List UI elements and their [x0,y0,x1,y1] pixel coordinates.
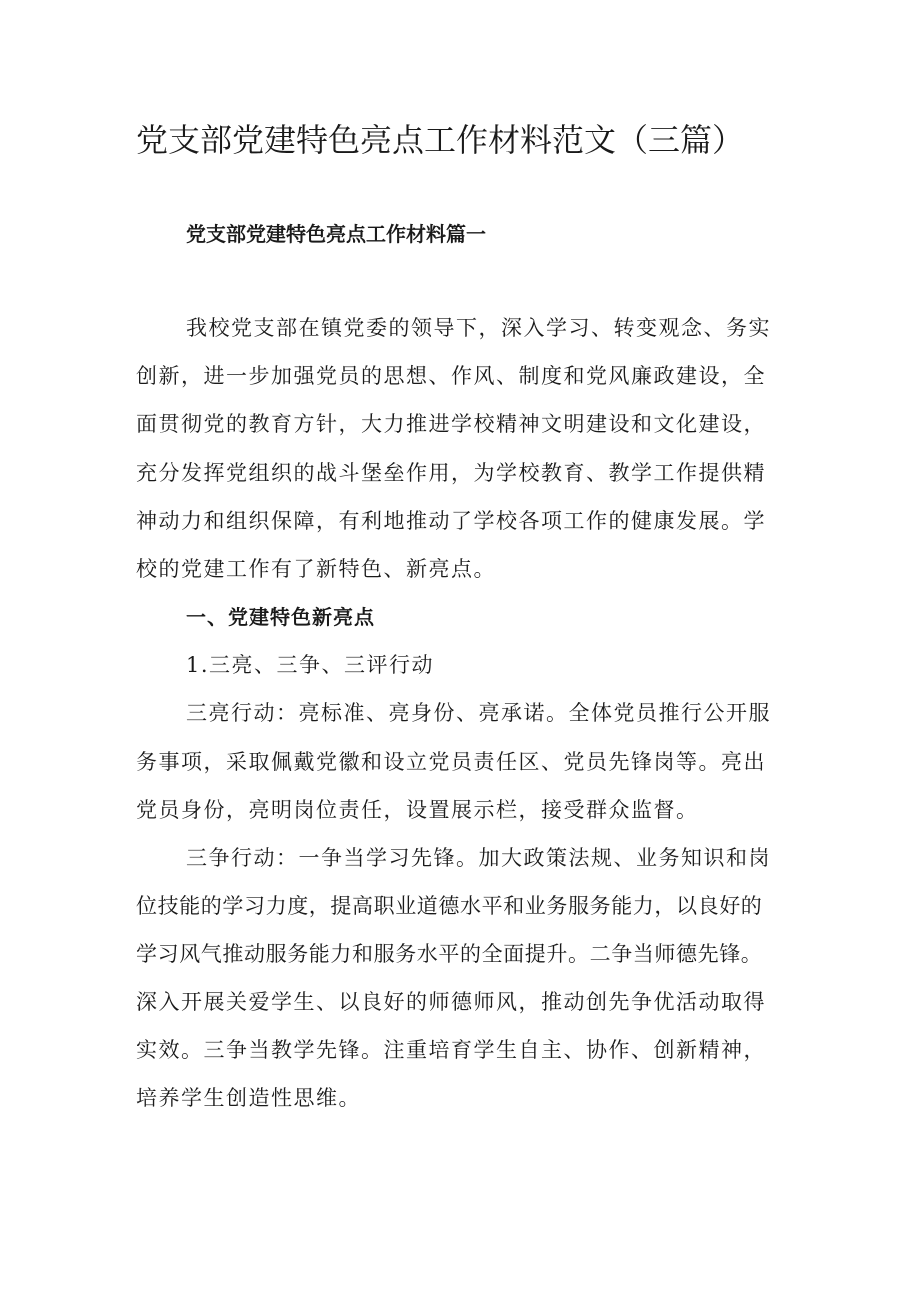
text-line: 培养学生创造性思维。 [136,1086,361,1110]
text-line: 神动力和组织保障，有利地推动了学校各项工作的健康发展。学 [136,509,766,533]
text-line: 充分发挥党组织的战斗堡垒作用，为学校教育、教学工作提供精 [136,461,766,485]
text-line: 面贯彻党的教育方针，大力推进学校精神文明建设和文化建设， [136,412,766,436]
text-line: 三亮行动：亮标准、亮身份、亮承诺。全体党员推行公开服 [186,701,771,725]
text-line: 校的党建工作有了新特色、新亮点。 [136,557,496,581]
text-line: 三争行动：一争当学习先锋。加大政策法规、业务知识和岗 [186,846,771,870]
text-line: 务事项，采取佩戴党徽和设立党员责任区、党员先锋岗等。亮出 [136,750,766,774]
text-line: 党员身份，亮明岗位责任，设置展示栏，接受群众监督。 [136,798,699,822]
text-line: 位技能的学习力度，提高职业道德水平和业务服务能力，以良好的 [136,894,763,918]
text-line: 我校党支部在镇党委的领导下，深入学习、转变观念、务实 [186,316,771,340]
list-item-heading: 1.三亮、三争、三评行动 [186,653,435,677]
text-line: 深入开展关爱学生、以良好的师德师风，推动创先争优活动取得 [136,990,766,1014]
text-line: 学习风气推动服务能力和服务水平的全面提升。二争当师德先锋。 [136,942,763,966]
text-line: 创新，进一步加强党员的思想、作风、制度和党风廉政建设，全 [136,364,766,388]
document-title: 党支部党建特色亮点工作材料范文（三篇） [136,121,745,159]
section-heading: 党支部党建特色亮点工作材料篇一 [186,222,486,246]
text-line: 实效。三争当教学先锋。注重培育学生自主、协作、创新精神， [136,1038,766,1062]
subheading: 一、党建特色新亮点 [186,605,375,629]
